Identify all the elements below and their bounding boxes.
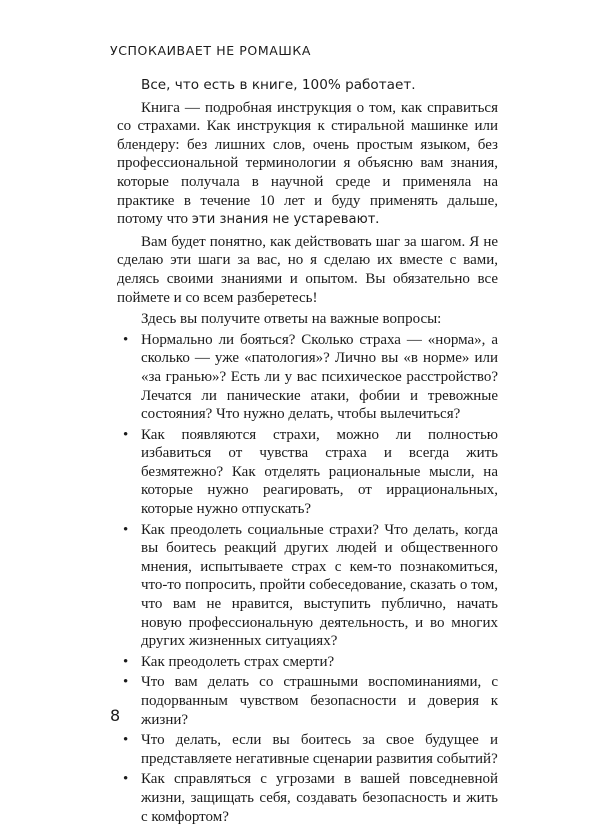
list-item: • Как преодолеть страх смерти? bbox=[117, 653, 498, 672]
running-title: УСПОКАИВАЕТ НЕ РОМАШКА bbox=[110, 43, 311, 58]
list-item: • Как появляются страхи, можно ли полностью избавиться от чувства страха и всегда жить безмятежно? Как отделять рациональные мысли, на которые нужно реагировать, от иррациональных, которые нужно отпускать? bbox=[117, 426, 498, 519]
list-item: • Что вам делать со страшными воспоминаниями, с подорванным чувством безопасности и доверия к жизни? bbox=[117, 673, 498, 729]
lead-sentence: Все, что есть в книге, 100% работает. bbox=[141, 77, 416, 93]
paragraph-instructions-text: Книга — подробная инструкция о том, как справиться со страхами. Как инструкция к стиральной машинке или блендеру: без лишних слов, очень простым языком, без профессиональной терминологии я объясню вам знания, которые получала в научной среде и применяла на практике в течение 10 лет и буду применять дальше, потому что bbox=[117, 99, 498, 228]
questions-list bbox=[117, 331, 498, 826]
paragraph-instructions bbox=[117, 99, 498, 230]
paragraph-instructions-end: . bbox=[375, 211, 380, 228]
list-item: • Как справляться с угрозами в вашей повседневной жизни, защищать себя, создавать безопасность и жить с комфортом? bbox=[117, 770, 498, 826]
page-number: 8 bbox=[110, 706, 121, 725]
list-item: • Что делать, если вы боитесь за свое будущее и представляете негативные сценарии развития событий? bbox=[117, 731, 498, 768]
emphasis-text: эти знания не устаревают bbox=[191, 212, 376, 228]
page-body bbox=[117, 76, 498, 826]
paragraph-steps: Вам будет понятно, как действовать шаг за шагом. Я не сделаю эти шаги за вас, но я сделаю их вместе с вами, делясь своими знаниями и опытом. Вы обязательно все поймете и со всем разберетесь! bbox=[117, 233, 498, 306]
list-item: • Как преодолеть социальные страхи? Что делать, когда вы боитесь реакций других людей и общественного мнения, испытываете страх с кем-то познакомиться, что-то попросить, пройти собеседование, сказать о том, что вам не нравится, выступить публично, начать новую профессиональную деятельность, и во многих других жизненных ситуациях? bbox=[117, 521, 498, 651]
list-item: • Нормально ли бояться? Сколько страха — «норма», а сколько — уже «патология»? Лично вы «в норме» или «за гранью»? Есть ли у вас психическое расстройство? Лечатся ли панические атаки, фобии и тревожные состояния? Что нужно делать, чтобы вылечиться? bbox=[117, 331, 498, 424]
questions-intro: Здесь вы получите ответы на важные вопросы: bbox=[141, 311, 442, 328]
